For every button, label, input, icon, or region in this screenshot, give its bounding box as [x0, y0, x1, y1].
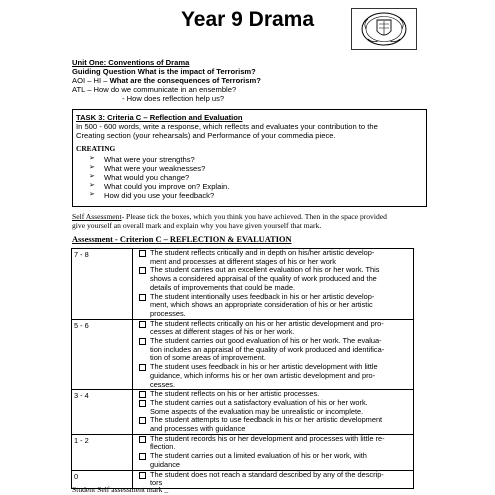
level-cell: 0	[72, 470, 133, 488]
criterion-text-line: cesses at different stages of his or her work.	[150, 327, 295, 337]
rubric-heading: Assessment - Criterion C – REFLECTION & EVALUATION	[72, 235, 292, 244]
footer-mark-line: Student Self assessment mark _	[72, 485, 169, 494]
arrow-bullet-icon: ➢	[89, 163, 95, 171]
arrow-bullet-icon: ➢	[89, 154, 95, 162]
criterion-text-line: The student records his or her development and processes with little re-	[150, 433, 385, 443]
tick-checkbox[interactable]	[139, 321, 146, 328]
tick-checkbox[interactable]	[139, 391, 146, 398]
criterion-item	[133, 435, 413, 452]
task-line-1: In 500 - 600 words, write a response, which reflects and evaluates your contribution to the	[76, 122, 378, 131]
criterion-text-line: guidance	[150, 459, 180, 469]
question-item: What were your weaknesses?	[104, 164, 206, 173]
criteria-cell	[133, 470, 414, 488]
self-assessment-line-1	[72, 212, 387, 221]
self-assessment-label: Self Assessment	[72, 212, 122, 221]
level-cell: 3 - 4	[72, 390, 133, 435]
criterion-text-line: ment and processes at different stages of his or her work	[150, 256, 336, 266]
criterion-text-line: The student does not reach a standard described by any of the descrip-	[150, 469, 384, 479]
table-row	[72, 249, 414, 320]
criterion-text-line: Some aspects of the evaluation may be unrealistic or incomplete.	[150, 406, 364, 416]
guiding-question: Guiding Question What is the impact of Terrorism?	[72, 67, 256, 76]
atl-line-2: - How does reflection help us?	[122, 94, 225, 103]
criterion-text-line: tors	[150, 478, 163, 488]
question-item: What would you change?	[104, 173, 190, 182]
criterion-text-line: The student reflects critically on his or her artistic development and pro-	[150, 318, 384, 328]
tick-checkbox[interactable]	[139, 436, 146, 443]
criterion-item	[133, 266, 413, 292]
table-row	[72, 319, 414, 390]
criterion-text-line: The student reflects critically and in depth on his/her artistic develop-	[150, 248, 375, 257]
task-heading: TASK 3: Criteria C – Reflection and Evaluation	[76, 113, 243, 122]
atl-line-1: ATL – How do we communicate in an ensemble?	[72, 85, 237, 94]
self-assessment-line-2: give yourself an overall mark and explain why you have given yourself that mark.	[72, 221, 322, 230]
criterion-item	[133, 363, 413, 389]
aoi-question: What are the consequences of Terrorism?	[107, 76, 261, 85]
tick-checkbox[interactable]	[139, 338, 146, 345]
school-crest-logo	[351, 8, 417, 50]
criterion-item	[133, 249, 413, 266]
aoi-line	[72, 76, 261, 85]
question-item: How did you use your feedback?	[104, 191, 215, 200]
level-cell: 7 - 8	[72, 249, 133, 320]
criterion-text-line: processes.	[150, 308, 186, 318]
criterion-item	[133, 320, 413, 337]
tick-checkbox[interactable]	[139, 364, 146, 371]
criterion-text-line: flection.	[150, 442, 176, 452]
tick-checkbox[interactable]	[139, 417, 146, 424]
table-row	[72, 434, 414, 470]
tick-checkbox[interactable]	[139, 250, 146, 257]
creating-label: CREATING	[76, 144, 116, 153]
tick-checkbox[interactable]	[139, 472, 146, 479]
criterion-text-line: shows a considered appraisal of the quality of work produced and the	[150, 274, 377, 284]
criterion-text-line: The student reflects on his or her artistic processes.	[150, 389, 320, 399]
tick-checkbox[interactable]	[139, 267, 146, 274]
criteria-cell	[133, 249, 414, 320]
criteria-cell	[133, 319, 414, 390]
criterion-item	[133, 452, 413, 469]
criterion-text-line: tion includes an appraisal of the quality of work produced and identifica-	[150, 344, 385, 354]
unit-line: Unit One: Conventions of Drama	[72, 58, 190, 67]
rubric-table	[71, 248, 414, 489]
arrow-bullet-icon: ➢	[89, 190, 95, 198]
table-row	[72, 390, 414, 435]
criterion-item	[133, 416, 413, 433]
criteria-cell	[133, 434, 414, 470]
criterion-text-line: The student carries out a satisfactory evaluation of his or her work.	[150, 397, 368, 407]
criterion-item	[133, 471, 413, 488]
criterion-text-line: tion of some areas of improvement.	[150, 353, 266, 363]
criterion-text-line: and processes with guidance	[150, 424, 246, 434]
criterion-item	[133, 293, 413, 319]
criteria-cell	[133, 390, 414, 435]
tick-checkbox[interactable]	[139, 294, 146, 301]
arrow-bullet-icon: ➢	[89, 172, 95, 180]
tick-checkbox[interactable]	[139, 400, 146, 407]
criterion-text-line: ment, which shows an appropriate consideration of his or her artistic	[150, 300, 373, 310]
criterion-item	[133, 337, 413, 363]
self-assessment-text: - Please tick the boxes, which you think you have achieved. Then in the space provided	[121, 212, 387, 221]
criterion-text-line: The student uses feedback in his or her artistic development with little	[150, 362, 378, 372]
level-cell: 5 - 6	[72, 319, 133, 390]
level-cell: 1 - 2	[72, 434, 133, 470]
task-line-2: Creating section (your rehearsals) and Performance of your commedia piece.	[76, 131, 336, 140]
criterion-text-line: The student carries out an excellent evaluation of his or her work. This	[150, 265, 380, 275]
aoi-prefix: AOI – HI –	[72, 76, 108, 85]
criterion-text-line: The student carries out a limited evaluation of his or her work, with	[150, 451, 367, 461]
page-title: Year 9 Drama	[180, 8, 315, 31]
criterion-text-line: The student intentionally uses feedback in his or her artistic develop-	[150, 291, 375, 301]
criterion-text-line: The student attempts to use feedback in his or her artistic development	[150, 415, 383, 425]
criterion-text-line: cesses.	[150, 379, 176, 389]
criterion-text-line: The student carries out good evaluation of his or her work. The evalua-	[150, 336, 382, 346]
question-item: What were your strengths?	[104, 155, 195, 164]
arrow-bullet-icon: ➢	[89, 181, 95, 189]
question-item: What could you improve on? Explain.	[104, 182, 230, 191]
criterion-text-line: details of improvements that could be made.	[150, 282, 296, 292]
tick-checkbox[interactable]	[139, 453, 146, 460]
criterion-text-line: guidance, which informs his or her own artistic development and pro-	[150, 370, 376, 380]
criterion-item	[133, 399, 413, 416]
